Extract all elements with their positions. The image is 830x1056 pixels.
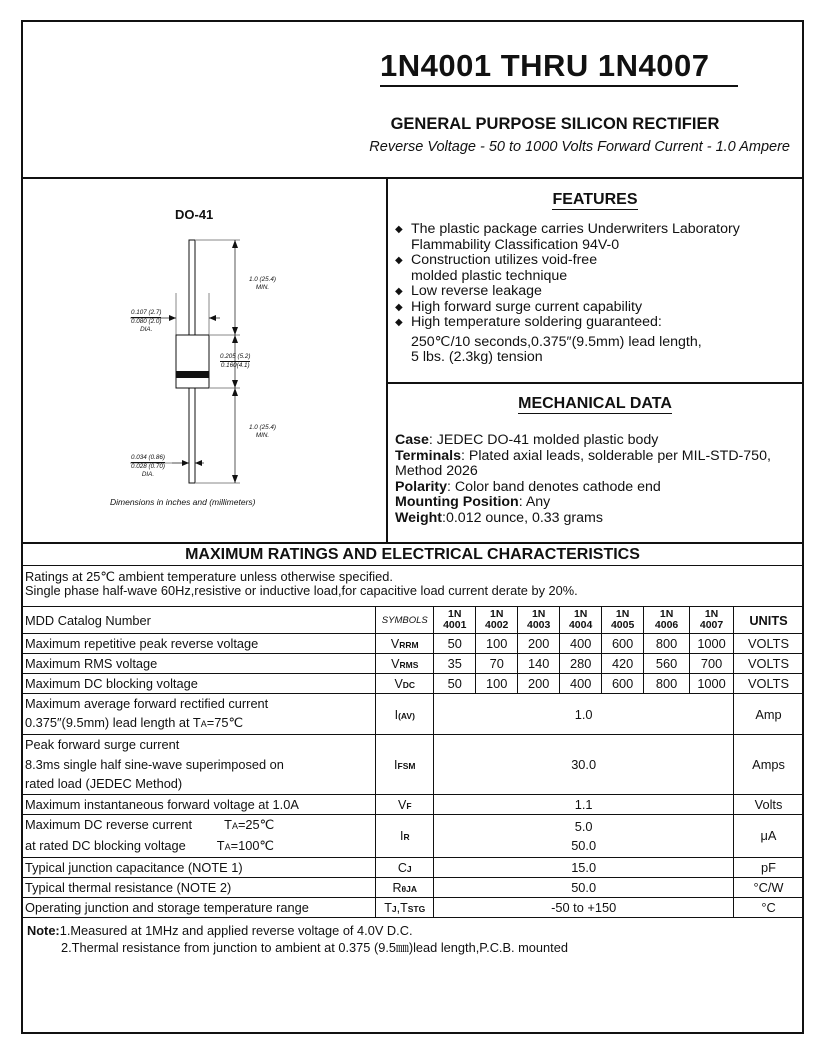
table-cell: VOLTS <box>734 654 804 674</box>
feature-item-cont: 250℃/10 seconds,0.375″(9.5mm) lead length, <box>411 333 702 350</box>
table-cell: 50.0 <box>434 877 734 897</box>
divider-features <box>386 382 804 384</box>
table-cell: Peak forward surge current 8.3ms single half sine-wave superimposed on rated load (JEDEC Method) <box>22 735 376 795</box>
table-cell: 420 <box>602 654 644 674</box>
table-cell: 1.0 <box>434 694 734 735</box>
ratings-notes: Ratings at 25℃ ambient temperature unless otherwise specified. Single phase half-wave 60Hz,resistive or inductive load,for capacitive load current derate by 20%. <box>25 569 578 598</box>
table-cell: 35 <box>434 654 476 674</box>
feature-item: ◆ The plastic package carries Underwriters Laboratory <box>395 221 740 237</box>
table-cell: 140 <box>518 654 560 674</box>
divider-vertical <box>386 177 388 543</box>
table-cell: TJ,TSTG <box>376 897 434 917</box>
table-cell: Maximum DC reverse current TA=25℃ at rated DC blocking voltage TA=100℃ <box>22 814 376 857</box>
ratings-table <box>21 606 804 918</box>
package-label: DO-41 <box>175 207 214 222</box>
footnotes: Note:1.Measured at 1MHz and applied reverse voltage of 4.0V D.C. 2.Thermal resistance from junction to ambient at 0.375 (9.5㎜)lead length,P.C.B. mounted <box>27 923 568 955</box>
table-cell: VRRM <box>376 634 434 654</box>
mech-polarity: Polarity: Color band denotes cathode end <box>395 478 661 495</box>
table-cell: 50 <box>434 674 476 694</box>
package-caption: Dimensions in inches and (millimeters) <box>110 497 256 507</box>
table-cell: 400 <box>560 634 602 654</box>
table-cell: VRMS <box>376 654 434 674</box>
page-title: 1N4001 THRU 1N4007 <box>380 48 710 83</box>
table-cell: I(AV) <box>376 694 434 735</box>
mechanical-data <box>395 433 805 526</box>
product-subtitle: GENERAL PURPOSE SILICON RECTIFIER <box>390 115 720 133</box>
mech-terminals-2: Method 2026 <box>395 463 478 479</box>
table-cell: IR <box>376 814 434 857</box>
title-underline <box>380 85 738 87</box>
table-cell: 200 <box>518 674 560 694</box>
bullet-icon: ◆ <box>395 286 403 297</box>
table-row <box>22 694 804 735</box>
feature-item: ◆ Construction utilizes void-free <box>395 252 598 268</box>
table-cell: 600 <box>602 634 644 654</box>
table-cell: 600 <box>602 674 644 694</box>
table-cell: Maximum average forward rectified current 0.375″(9.5mm) lead length at TA=75℃ <box>22 694 376 735</box>
feature-item: ◆ High temperature soldering guaranteed: <box>395 314 662 330</box>
table-cell: 800 <box>644 634 690 654</box>
feature-item: ◆ Low reverse leakage <box>395 283 542 299</box>
dim-body-length: 0.205 (5.2) 0.160(4.1) <box>220 353 251 369</box>
table-cell: μA <box>734 814 804 857</box>
table-cell: VOLTS <box>734 674 804 694</box>
mech-weight: Weight:0.012 ounce, 0.33 grams <box>395 509 603 526</box>
table-cell: VF <box>376 794 434 814</box>
table-cell: Maximum instantaneous forward voltage at 1.0A <box>22 794 376 814</box>
table-cell: 1.1 <box>434 794 734 814</box>
table-cell: °C/W <box>734 877 804 897</box>
table-cell: -50 to +150 <box>434 897 734 917</box>
table-cell: 50 <box>434 634 476 654</box>
table-cell: Maximum DC blocking voltage <box>22 674 376 694</box>
table-cell: Amp <box>734 694 804 735</box>
feature-item-cont: 5 lbs. (2.3kg) tension <box>411 349 543 365</box>
table-cell: 280 <box>560 654 602 674</box>
package-outline-drawing <box>100 225 300 495</box>
spec-line: Reverse Voltage - 50 to 1000 Volts Forward Current - 1.0 Ampere <box>369 139 790 155</box>
col-header-part: 1N 4007 <box>690 607 734 634</box>
table-cell: Typical thermal resistance (NOTE 2) <box>22 877 376 897</box>
divider-ratings-title <box>21 565 804 566</box>
dim-body-diameter: 0.107 (2.7) 0.080 (2.0) DIA. <box>131 309 162 333</box>
mechanical-heading: MECHANICAL DATA <box>518 395 672 412</box>
feature-item-cont: molded plastic technique <box>411 267 568 284</box>
col-header-units: UNITS <box>734 607 804 634</box>
mech-mounting: Mounting Position: Any <box>395 494 551 510</box>
dim-lead-bottom: 1.0 (25.4) MIN. <box>249 424 276 439</box>
table-row <box>22 857 804 877</box>
table-row <box>22 897 804 917</box>
ratings-heading: MAXIMUM RATINGS AND ELECTRICAL CHARACTERISTICS <box>185 546 640 563</box>
table-row <box>22 654 804 674</box>
col-header-part: 1N 4001 <box>434 607 476 634</box>
col-header-param: MDD Catalog Number <box>22 607 376 634</box>
table-cell: 15.0 <box>434 857 734 877</box>
table-cell: 800 <box>644 674 690 694</box>
table-cell: Operating junction and storage temperature range <box>22 897 376 917</box>
table-cell: IFSM <box>376 735 434 795</box>
table-cell: VOLTS <box>734 634 804 654</box>
table-cell: 5.0 50.0 <box>434 814 734 857</box>
table-cell: 100 <box>476 634 518 654</box>
table-header-row <box>22 607 804 634</box>
table-row <box>22 794 804 814</box>
features-list <box>395 222 800 366</box>
dim-lead-diameter: 0.034 (0.86) 0.028 (0.70) DIA. <box>131 454 165 478</box>
table-cell: CJ <box>376 857 434 877</box>
table-cell: 200 <box>518 634 560 654</box>
table-row <box>22 735 804 795</box>
table-cell: 1000 <box>690 674 734 694</box>
table-cell: 1000 <box>690 634 734 654</box>
table-cell: Amps <box>734 735 804 795</box>
col-header-part: 1N 4006 <box>644 607 690 634</box>
features-heading: FEATURES <box>552 191 638 208</box>
col-header-part: 1N 4002 <box>476 607 518 634</box>
table-row <box>22 877 804 897</box>
col-header-symbols: SYMBOLS <box>376 607 434 634</box>
table-cell: 700 <box>690 654 734 674</box>
table-cell: °C <box>734 897 804 917</box>
col-header-part: 1N 4004 <box>560 607 602 634</box>
table-cell: 100 <box>476 674 518 694</box>
bullet-icon: ◆ <box>395 301 403 313</box>
table-cell: RθJA <box>376 877 434 897</box>
table-cell: pF <box>734 857 804 877</box>
table-cell: 560 <box>644 654 690 674</box>
table-cell: VDC <box>376 674 434 694</box>
bullet-icon: ◆ <box>395 255 403 266</box>
col-header-part: 1N 4003 <box>518 607 560 634</box>
mech-case: Case: JEDEC DO-41 molded plastic body <box>395 432 659 448</box>
table-cell: 30.0 <box>434 735 734 795</box>
table-cell: Typical junction capacitance (NOTE 1) <box>22 857 376 877</box>
feature-item-cont: Flammability Classification 94V-0 <box>411 236 620 253</box>
feature-item: ◆ High forward surge current capability <box>395 298 643 315</box>
table-row <box>22 634 804 654</box>
table-cell: Maximum repetitive peak reverse voltage <box>22 634 376 654</box>
dim-lead-top: 1.0 (25.4) MIN. <box>249 276 276 291</box>
table-cell: Volts <box>734 794 804 814</box>
table-cell: 70 <box>476 654 518 674</box>
col-header-part: 1N 4005 <box>602 607 644 634</box>
table-cell: 400 <box>560 674 602 694</box>
bullet-icon: ◆ <box>395 224 403 235</box>
divider-header <box>21 177 804 179</box>
mech-terminals: Terminals: Plated axial leads, solderable per MIL-STD-750, <box>395 447 771 464</box>
bullet-icon: ◆ <box>395 317 403 328</box>
table-row <box>22 814 804 857</box>
divider-ratings <box>21 542 804 544</box>
table-row <box>22 674 804 694</box>
table-cell: Maximum RMS voltage <box>22 654 376 674</box>
